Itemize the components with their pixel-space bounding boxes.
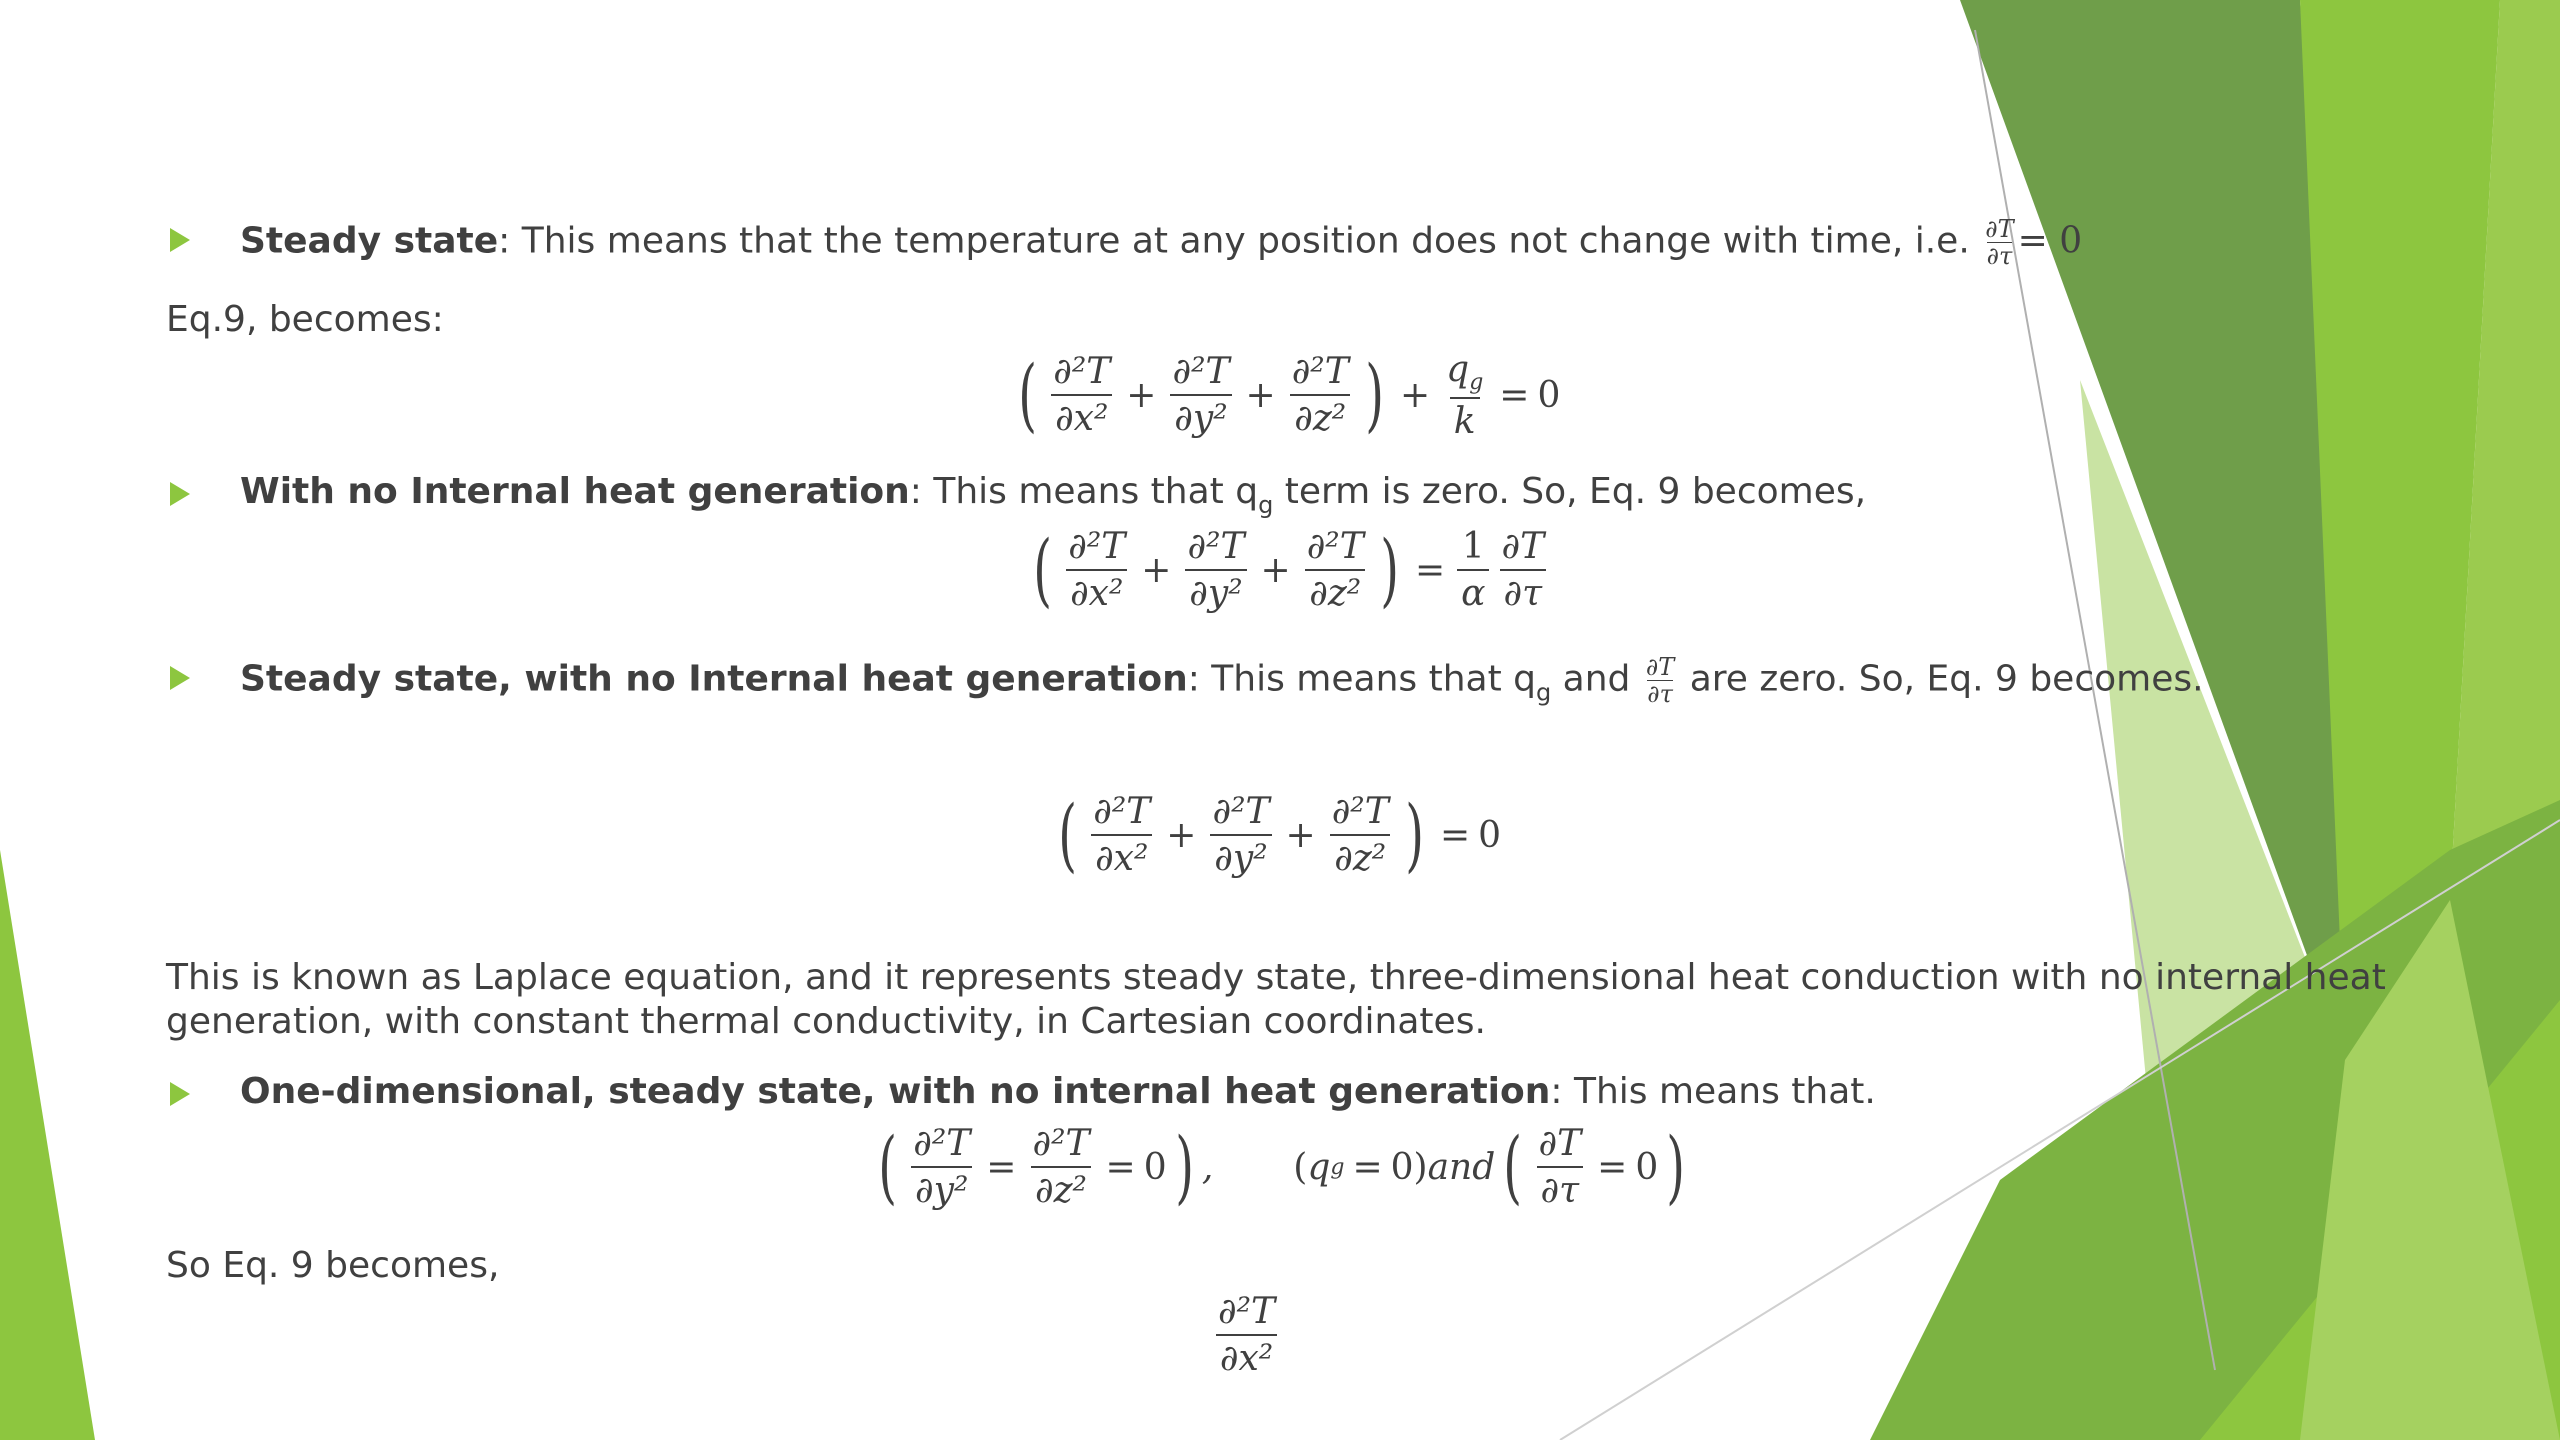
left-green-sliver <box>0 850 95 1440</box>
laplace-description-line1: This is known as Laplace equation, and it represents steady state, three-dimensional heat conduction with no internal heat <box>166 957 2386 998</box>
equation-heat-generation: ( $\frac{\text{∂²T}}{\text{∂x²}}$ + $\frac{\text{∂²T}}{\text{∂y²}}$ + $\frac{\text{∂²T}}{\text{∂z²}}$ ) + $\frac{q_g}{k}$ = 0 <box>1018 348 1561 442</box>
laplace-description-line2: generation, with constant thermal conductivity, in Cartesian coordinates. <box>166 1001 1486 1042</box>
bullet-marker <box>170 482 190 506</box>
steady-no-generation-line: Steady state, with no Internal heat generation: This means that $q_g$ and $\frac{\partial T}{\partial\tau}$ are zero. So, Eq. 9 becomes. <box>240 653 2204 708</box>
steady-state-heading: Steady state <box>240 220 499 262</box>
one-dimensional-heading: One-dimensional, steady state, with no internal heat generation <box>240 1071 1551 1112</box>
bullet-marker <box>170 228 190 252</box>
so-eq9-label: So Eq. 9 becomes, <box>166 1245 500 1286</box>
steady-no-generation-heading: Steady state, with no Internal heat generation <box>240 658 1188 700</box>
no-heat-generation-line: With no Internal heat generation: This means that $q_g$ term is zero. So, Eq. 9 becomes, <box>240 471 1867 519</box>
one-dimensional-line: One-dimensional, steady state, with no internal heat generation: This means that. <box>240 1071 1876 1112</box>
equation-no-generation: ( $\frac{\text{∂²T}}{\text{∂x²}}$ + $\frac{\text{∂²T}}{\text{∂y²}}$ + $\frac{\text{∂²T}}{\text{∂z²}}$ ) = $\frac{1}{\alpha}$ $\frac{\partial T}{\partial\tau}$ <box>1033 523 1545 616</box>
no-heat-generation-heading: With no Internal heat generation <box>240 471 910 512</box>
bullet-marker <box>170 1082 190 1106</box>
equation-1d-result: $\frac{\text{∂²T}}{\text{∂x²}}$ <box>1210 1285 1283 1385</box>
equation-1d-conditions: ( $\frac{\text{∂²T}}{\text{∂y²}}$ = $\frac{\text{∂²T}}{\text{∂z²}}$ = 0 ) , ( q g = 0 ) and ( $\frac{\partial T}{\partial\tau}$ = 0 ) <box>878 1120 1686 1213</box>
eq9-label: Eq.9, becomes: <box>166 299 444 340</box>
bullet-marker <box>170 666 190 690</box>
dT-dtau-fraction: $\frac{\partial T}{\partial\tau}$ <box>1645 653 1675 708</box>
dT-dtau-fraction: $\frac{\partial T}{\partial\tau}$ <box>1985 215 2014 270</box>
equation-laplace: ( $\frac{\text{∂²T}}{\text{∂x²}}$ + $\frac{\text{∂²T}}{\text{∂y²}}$ + $\frac{\text{∂²T}}{\text{∂z²}}$ ) = 0 <box>1058 788 1502 881</box>
steady-state-line: Steady state: This means that the temperature at any position does not change with time, i.e. $\frac{\partial T}{\partial\tau}$ = 0 <box>240 215 2083 270</box>
